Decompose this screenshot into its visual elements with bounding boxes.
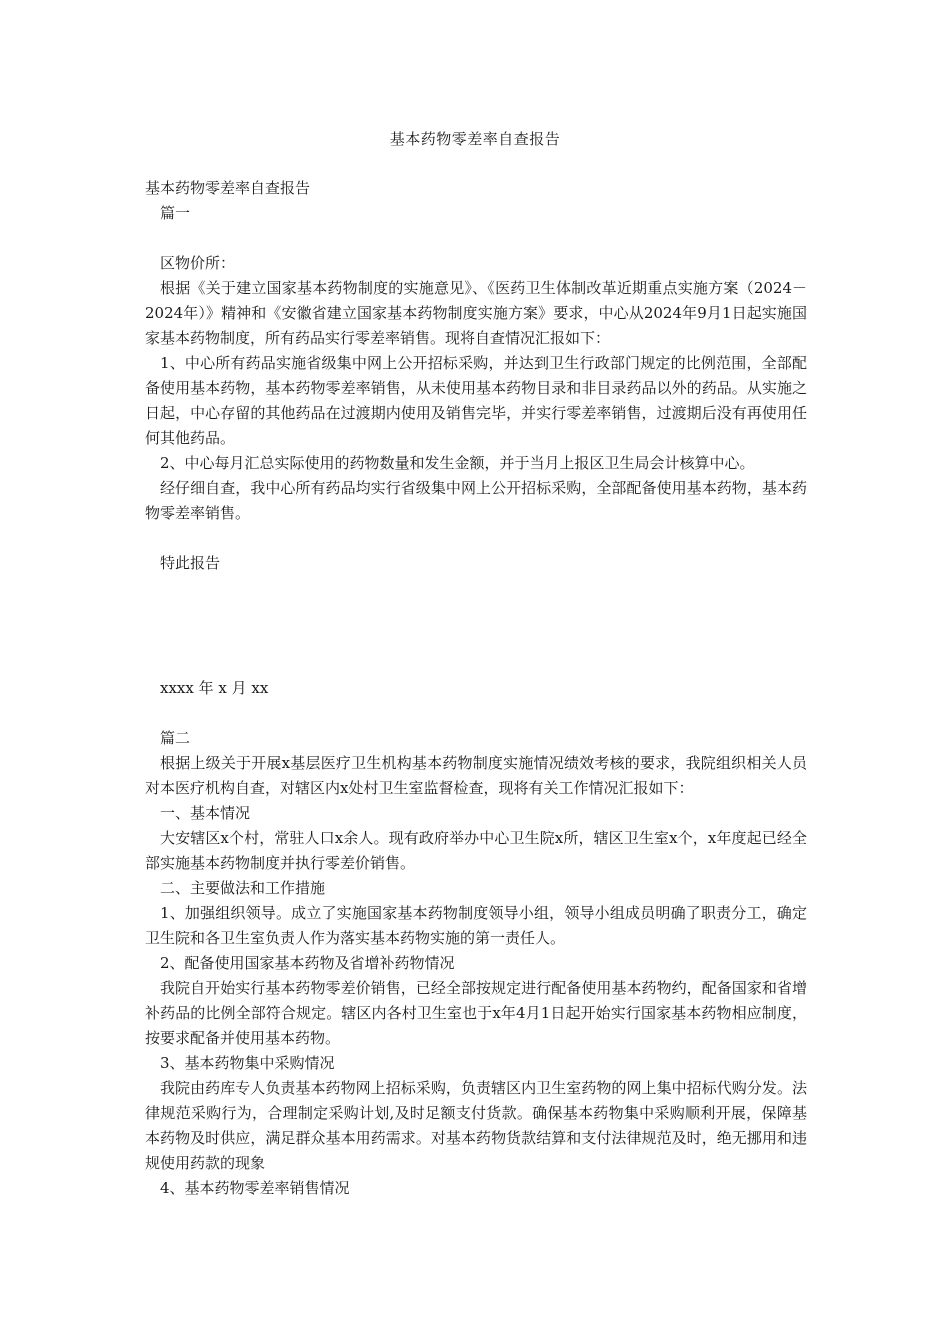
section2-part-label: 篇二 [160, 729, 191, 747]
section1-closing: 特此报告 [160, 554, 221, 572]
section2-subsection-3-title: 3、基本药物集中采购情况 [160, 1054, 335, 1072]
section1-addressee: 区物价所： [160, 254, 236, 272]
section2-subsection-1: 1、加强组织领导。成立了实施国家基本药物制度领导小组，领导小组成员明确了职责分工，确定卫生院和各卫生室负责人作为落实基本药物实施的第一责任人。 [145, 904, 807, 947]
section2-intro: 根据上级关于开展x基层医疗卫生机构基本药物制度实施情况绩效考核的要求，我院组织相关人员对本医疗机构自查，对辖区内x处村卫生室监督检查，现将有关工作情况汇报如下： [145, 754, 807, 797]
section2-heading-2: 二、主要做法和工作措施 [160, 879, 326, 897]
section2-subsection-4-title: 4、基本药物零差率销售情况 [160, 1179, 350, 1197]
section1-item-2: 2、中心每月汇总实际使用的药物数量和发生金额，并于当月上报区卫生局会计核算中心。 [160, 454, 755, 472]
spacer [145, 576, 807, 676]
document-title: 基本药物零差率自查报告 [389, 130, 561, 148]
section2-heading-1: 一、基本情况 [160, 804, 251, 822]
section1-conclusion: 经仔细自查，我中心所有药品均实行省级集中网上公开招标采购，全部配备使用基本药物，基本药物零差率销售。 [145, 479, 807, 522]
spacer [145, 701, 807, 726]
spacer [145, 226, 807, 251]
section1-item-1: 1、中心所有药品实施省级集中网上公开招标采购，并达到卫生行政部门规定的比例范围，全部配备使用基本药物，基本药物零差率销售，从未使用基本药物目录和非目录药品以外的药品。从实施之日起，中心存留的其他药品在过渡期内使用及销售完毕，并实行零差率销售，过渡期后没有再使用任何其他药品。 [145, 354, 807, 447]
spacer [145, 526, 807, 551]
section2-subsection-2-text: 我院自开始实行基本药物零差价销售，已经全部按规定进行配备使用基本药物约，配备国家和省增补药品的比例全部符合规定。辖区内各村卫生室也于x年4月1日起开始实行国家基本药物相应制度，按要求配备并使用基本药物。 [145, 979, 807, 1047]
section1-heading: 基本药物零差率自查报告 [145, 179, 311, 197]
document-body [145, 176, 807, 1201]
section2-subsection-3-text: 我院由药库专人负责基本药物网上招标采购，负责辖区内卫生室药物的网上集中招标代购分发。法律规范采购行为，合理制定采购计划,及时足额支付货款。确保基本药物集中采购顺利开展，保障基本药物及时供应，满足群众基本用药需求。对基本药物货款结算和支付法律规范及时，绝无挪用和违规使用药款的现象 [145, 1079, 807, 1172]
section2-subsection-2-title: 2、配备使用国家基本药物及省增补药物情况 [160, 954, 455, 972]
section1-paragraph-1: 根据《关于建立国家基本药物制度的实施意见》、《医药卫生体制改革近期重点实施方案（2024－2024年）》精神和《安徽省建立国家基本药物制度实施方案》要求，中心从2024年9月1日起实施国家基本药物制度，所有药品实行零差率销售。现将自查情况汇报如下： [145, 279, 807, 347]
section2-paragraph-1: 大安辖区x个村，常驻人口x余人。现有政府举办中心卫生院x所，辖区卫生室x个，x年度起已经全部实施基本药物制度并执行零差价销售。 [145, 829, 807, 872]
section1-date: xxxx 年 x 月 xx [160, 679, 269, 697]
section1-part-label: 篇一 [160, 204, 191, 222]
